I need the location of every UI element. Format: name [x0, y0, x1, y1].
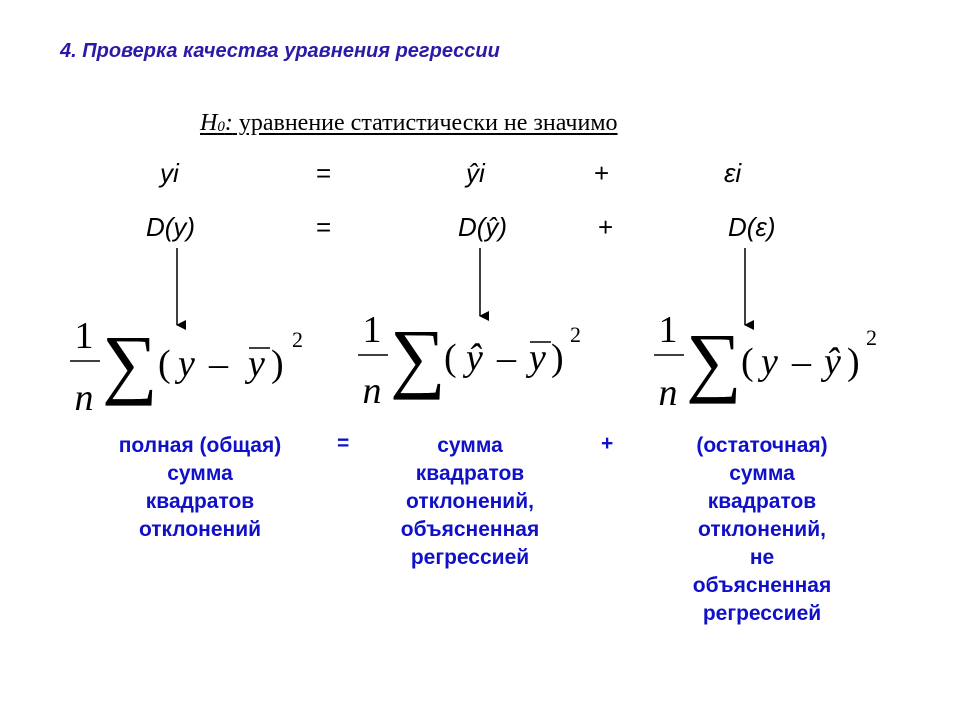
open-paren: (	[741, 341, 754, 383]
minus-sign: –	[209, 343, 228, 385]
hypothesis-label: $H_0$:	[200, 110, 233, 136]
formula-explained	[358, 309, 581, 412]
open-paren: (	[158, 343, 171, 385]
term-b: y	[529, 337, 546, 379]
fraction-numerator: 1	[74, 315, 94, 357]
eq2-equals: =	[316, 212, 332, 242]
formula-total	[70, 315, 303, 419]
power-two: 2	[570, 322, 581, 347]
caption-explained: сумма квадратов отклонений, объясненная регрессией	[400, 434, 540, 569]
eq1-left: yi	[160, 158, 179, 188]
power-two: 2	[866, 325, 877, 350]
fraction-denominator: n	[658, 372, 678, 414]
eq1-right: εi	[724, 158, 742, 188]
term-a: y	[761, 341, 778, 383]
term-b: y	[248, 343, 265, 385]
formula-residual	[654, 309, 877, 414]
sum-sign: ∑	[686, 317, 742, 404]
close-paren: )	[271, 343, 284, 385]
power-two: 2	[292, 327, 303, 352]
eq2-plus: +	[598, 212, 614, 242]
caption-plus: +	[601, 432, 614, 455]
fraction-numerator: 1	[362, 309, 382, 351]
eq1-plus: +	[594, 158, 610, 188]
fraction-denominator: n	[362, 370, 382, 412]
close-paren: )	[551, 337, 564, 379]
hypothesis-text: уравнение статистически не значимо	[232, 110, 618, 136]
fraction-denominator: n	[74, 377, 94, 419]
slide-title: 4. Проверка качества уравнения регрессии	[60, 40, 500, 62]
close-paren: )	[847, 341, 860, 383]
minus-sign: –	[792, 341, 811, 383]
eq2-left: D(y)	[146, 212, 196, 242]
caption-total: полная (общая) сумма квадратов отклонений	[118, 434, 282, 541]
eq2-middle: D(ŷ)	[458, 212, 508, 242]
sum-sign: ∑	[390, 313, 446, 400]
minus-sign: –	[497, 337, 516, 379]
sum-sign: ∑	[102, 319, 158, 406]
eq2-right: D(ε)	[728, 212, 776, 242]
caption-residual: (остаточная) сумма квадратов отклонений, не объясненная регрессией	[692, 434, 832, 625]
term-a: y	[178, 343, 195, 385]
term-b: ŷ	[824, 341, 841, 383]
fraction-numerator: 1	[658, 309, 678, 351]
caption-equals: =	[337, 432, 350, 455]
eq1-equals: =	[316, 158, 332, 188]
term-a: ŷ	[466, 337, 483, 379]
open-paren: (	[444, 337, 457, 379]
eq1-middle: ŷi	[466, 158, 485, 188]
